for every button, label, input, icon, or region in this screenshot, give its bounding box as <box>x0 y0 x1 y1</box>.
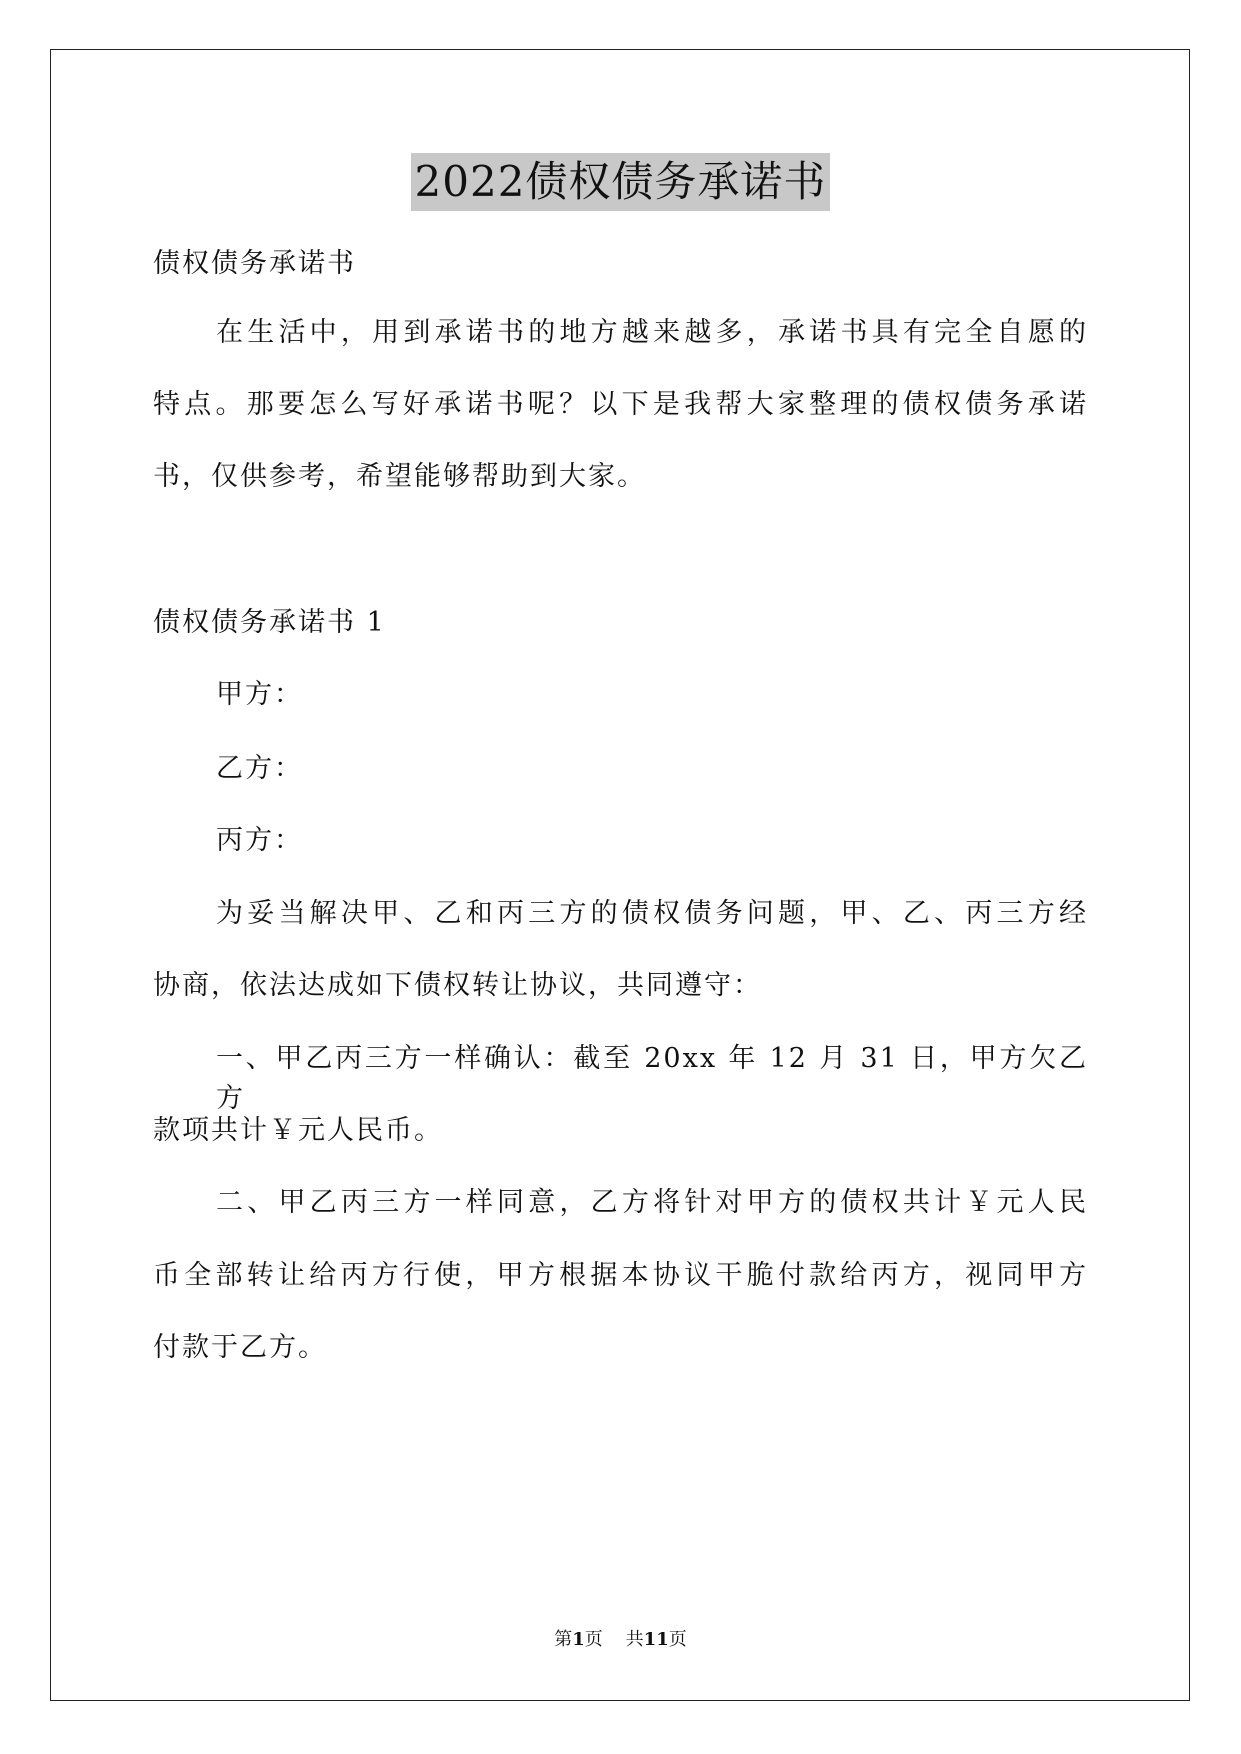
footer-total-pages: 11 <box>643 1629 669 1650</box>
paragraph-1-line-2: 协商，依法达成如下债权转让协议，共同遵守： <box>153 970 762 1001</box>
intro-line-2: 特点。那要怎么写好承诺书呢？以下是我帮大家整理的债权债务承诺 <box>153 389 1088 420</box>
document-subtitle: 债权债务承诺书 <box>153 248 356 279</box>
paragraph-1-line-1: 为妥当解决甲、乙和丙三方的债权债务问题，甲、乙、丙三方经 <box>216 898 1088 929</box>
footer-page-suffix: 页 <box>584 1629 603 1650</box>
document-title: 2022债权债务承诺书 <box>411 153 831 211</box>
footer-page-prefix: 第 <box>554 1629 573 1650</box>
party-a-label: 甲方： <box>216 679 303 710</box>
section-heading: 债权债务承诺书 1 <box>153 607 386 638</box>
party-c-label: 丙方： <box>216 825 303 856</box>
intro-line-3: 书，仅供参考，希望能够帮助到大家。 <box>153 461 646 492</box>
paragraph-3-line-1: 二、甲乙丙三方一样同意，乙方将针对甲方的债权共计￥元人民 <box>216 1187 1088 1218</box>
party-b-label: 乙方： <box>216 753 303 784</box>
page-footer <box>0 1628 1241 1652</box>
footer-total-suffix: 页 <box>668 1629 687 1650</box>
page-border <box>50 49 1190 1701</box>
footer-page-number: 1 <box>572 1629 585 1650</box>
footer-spacer <box>603 1629 626 1650</box>
paragraph-2-line-2: 款项共计￥元人民币。 <box>153 1115 443 1146</box>
footer-total-prefix: 共 <box>625 1629 644 1650</box>
title-container <box>0 153 1241 211</box>
paragraph-3-line-2: 币全部转让给丙方行使，甲方根据本协议干脆付款给丙方，视同甲方 <box>153 1260 1088 1291</box>
paragraph-2-line-1: 一、甲乙丙三方一样确认：截至 20xx 年 12 月 31 日，甲方欠乙方 <box>216 1043 1088 1114</box>
intro-line-1: 在生活中，用到承诺书的地方越来越多，承诺书具有完全自愿的 <box>216 317 1088 348</box>
paragraph-3-line-3: 付款于乙方。 <box>153 1332 327 1363</box>
